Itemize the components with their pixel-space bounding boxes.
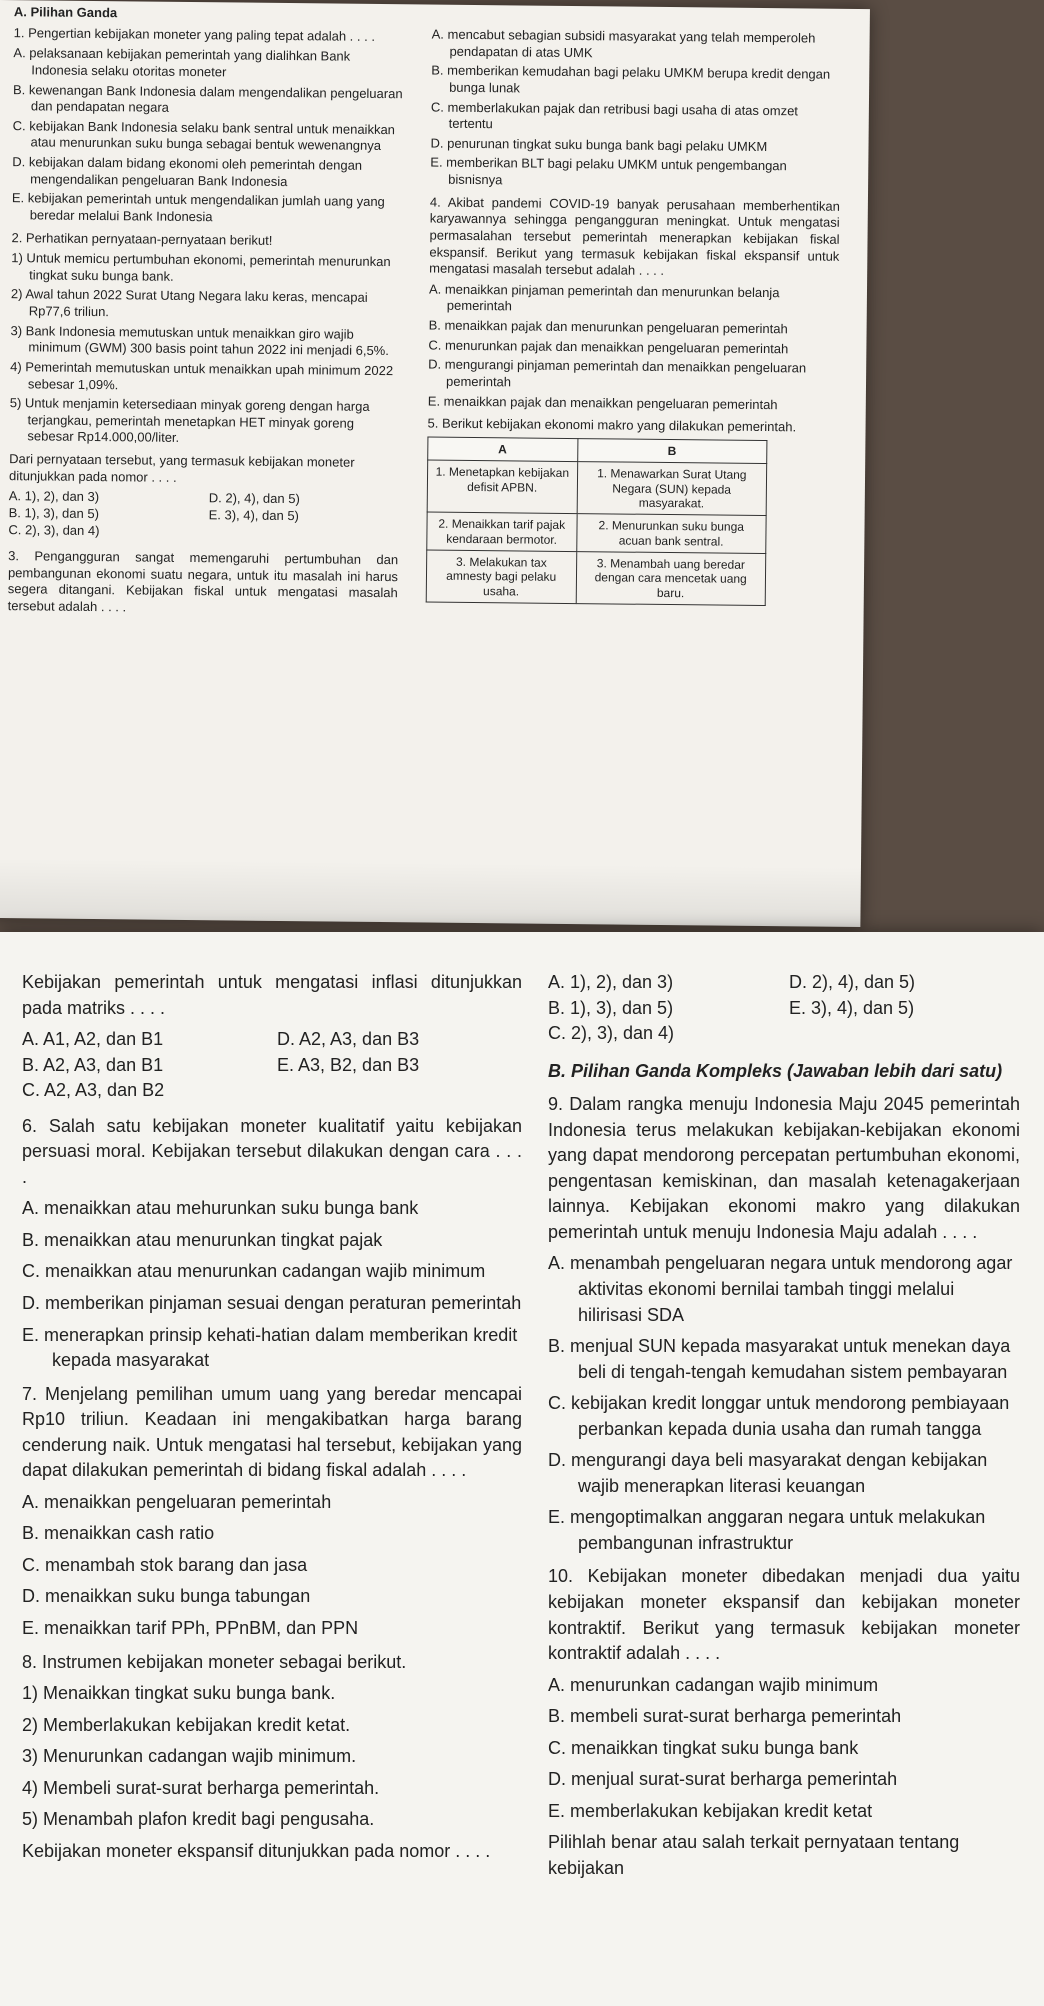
matrix-a3: 3. Melakukan tax amnesty bagi pelaku usaha. [426, 550, 576, 604]
q9-option-a: A. menambah pengeluaran negara untuk mendorong agar aktivitas ekonomi bernilai tambah tinggi melalui hilirisasi SDA [548, 1253, 1013, 1325]
q9-option-d: D. mengurangi daya beli masyarakat dengan kebijakan wajib menerapkan literasi keuangan [548, 1450, 988, 1496]
q5-option-empty [277, 1078, 522, 1104]
page-shadow [0, 858, 861, 927]
table-row [426, 550, 766, 606]
question-8-stem: 8. Instrumen kebijakan moneter sebagai berikut. [22, 1651, 407, 1672]
q10-option-c: C. menaikkan tingkat suku bunga bank [548, 1737, 859, 1758]
q8-option-b: B. 1), 3), dan 5) [548, 997, 674, 1018]
q8-option-d: D. 2), 4), dan 5) [789, 972, 916, 992]
q8-statement-4: 4) Membeli surat-surat berharga pemerintah. [22, 1777, 380, 1798]
q1-option-e: E. kebijakan pemerintah untuk mengendalikan jumlah uang yang beredar melalui Bank Indonesia [11, 190, 385, 225]
question-2-stem: 2. Perhatikan pernyataan-pernyataan berikut! [11, 229, 273, 248]
question-5-stem: 5. Berikut kebijakan ekonomi makro yang dilakukan pemerintah. [427, 415, 797, 435]
q1-option-a: A. pelaksanaan kebijakan pemerintah yang dialihkan Bank Indonesia selaku otoritas moneter [13, 45, 351, 80]
matrix-b2: 2. Menurunkan suku bunga acuan bank sentral. [576, 514, 766, 554]
q6-option-e: E. menerapkan prinsip kehati-hatian dalam memberikan kredit kepada masyarakat [22, 1324, 518, 1371]
q8-closing: Kebijakan moneter ekspansif ditunjukkan pada nomor . . . . [22, 1840, 491, 1861]
question-7-stem: 7. Menjelang pemilihan umum uang yang beredar mencapai Rp10 triliun. Keadaan ini mengakibatkan harga barang cenderung naik. Untuk mengatasi hal tersebut, kebijakan yang dapat dilakukan pemerintah di bidang fiskal adalah . . . . [22, 1383, 522, 1481]
question-6-stem: 6. Salah satu kebijakan moneter kualitatif yaitu kebijakan persuasi moral. Kebijakan tersebut dilakukan dengan cara . . . . [22, 1115, 522, 1187]
q1-option-d: D. kebijakan dalam bidang ekonomi oleh pemerintah dengan mengendalikan pengeluaran Bank Indonesia [12, 154, 363, 189]
q7-option-e: E. menaikkan tarif PPh, PPnBM, dan PPN [22, 1618, 359, 1639]
next-instruction: Pilihlah benar atau salah terkait pernyataan tentang kebijakan [548, 1832, 960, 1878]
q2-statement-1: 1) Untuk memicu pertumbuhan ekonomi, pemerintah menurunkan tingkat suku bunga bank. [11, 250, 391, 284]
q8-option-c: C. 2), 3), dan 4) [548, 1023, 675, 1044]
question-4-stem: 4. Akibat pandemi COVID-19 banyak perusahaan memberhentikan karyawannya sehingga pengangguran meningkat. Untuk mengatasi permasalahan tersebut pemerintah menerapkan kebijakan fiskal ekspansif. Berikut yang termasuk kebijakan fiskal ekspansif untuk mengatasi masalah tersebut adalah . . . . [429, 194, 840, 279]
matrix-b3: 3. Menambah uang beredar dengan cara mencetak uang baru. [576, 552, 766, 606]
q8-options [548, 970, 1020, 1047]
q6-option-c: C. menaikkan atau menurunkan cadangan wajib minimum [22, 1261, 486, 1282]
q4-option-b: B. menaikkan pajak dan menurunkan pengeluaran pemerintah [428, 317, 788, 337]
q9-option-e: E. mengoptimalkan anggaran negara untuk melakukan pembangunan infrastruktur [548, 1507, 986, 1553]
q2-option-d: D. 2), 4), dan 5) [208, 490, 300, 507]
q2-statement-2: 2) Awal tahun 2022 Surat Utang Negara laku keras, mencapai Rp77,6 triliun. [10, 286, 368, 320]
q8-statement-2: 2) Memberlakukan kebijakan kredit ketat. [22, 1714, 351, 1735]
q5-option-d: D. A2, A3, dan B3 [277, 1029, 420, 1050]
q8-option-a: A. 1), 2), dan 3) [548, 972, 674, 992]
q2-options [8, 488, 399, 542]
q2-statement-5: 5) Untuk menjamin ketersediaan minyak goreng dengan harga terjangkau, pemerintah menetapkan HET minyak goreng sebesar Rp14.000,00/liter. [9, 395, 370, 446]
q5-options [22, 1027, 522, 1104]
q7-option-a: A. menaikkan pengeluaran pemerintah [22, 1491, 332, 1512]
left-column-2 [22, 970, 522, 1870]
matrix-a1: 1. Menetapkan kebijakan defisit APBN. [427, 460, 577, 514]
q3-option-b: B. memberikan kemudahan bagi pelaku UMKM berupa kredit dengan bunga lunak [431, 62, 831, 96]
section-b-title: B. Pilihan Ganda Kompleks (Jawaban lebih dari satu) [548, 1060, 1003, 1081]
q7-option-c: C. menambah stok barang dan jasa [22, 1554, 308, 1575]
q4-option-d: D. mengurangi pinjaman pemerintah dan menaikkan pengeluaran pemerintah [428, 356, 807, 390]
matrix-a2: 2. Menaikkan tarif pajak kendaraan bermotor. [427, 512, 577, 551]
q10-option-d: D. menjual surat-surat berharga pemerintah [548, 1769, 898, 1790]
q5-option-c: C. A2, A3, dan B2 [22, 1080, 165, 1101]
q10-option-b: B. membeli surat-surat berharga pemerintah [548, 1706, 902, 1727]
q8-option-empty [789, 1021, 1020, 1047]
q2-statement-3: 3) Bank Indonesia memutuskan untuk menaikkan giro wajib minimum (GWM) 300 basis point tahun 2022 ini menjadi 6,5%. [10, 322, 389, 359]
q5-question: Kebijakan pemerintah untuk mengatasi inflasi ditunjukkan pada matriks . . . . [22, 972, 522, 1018]
q2-option-empty [208, 524, 398, 543]
q2-option-b: B. 1), 3), dan 5) [8, 504, 100, 521]
q4-option-a: A. menaikkan pinjaman pemerintah dan menurunkan belanja pemerintah [428, 281, 780, 314]
question-10-stem: 10. Kebijakan moneter dibedakan menjadi dua yaitu kebijakan moneter ekspansif dan kebijakan moneter kontraktif. Berikut yang termasuk kebijakan moneter kontraktif adalah . . . . [548, 1566, 1020, 1664]
left-column [8, 4, 404, 623]
q9-option-c: C. kebijakan kredit longgar untuk mendorong pembiayaan perbankan kepada dunia usaha dan rumah tangga [548, 1393, 1010, 1439]
question-9-stem: 9. Dalam rangka menuju Indonesia Maju 2045 pemerintah Indonesia terus melakukan kebijakan-kebijakan ekonomi yang dapat mendorong percepatan pertumbuhan ekonomi, pengentasan kemiskinan, dan masalah ketenagakerjaan lainnya. Kebijakan ekonomi makro yang dilakukan pemerintah untuk menuju Indonesia Maju adalah . . . . [548, 1094, 1020, 1242]
q3-option-c: C. memberlakukan pajak dan retribusi bagi usaha di atas omzet tertentu [430, 99, 799, 132]
q8-statement-3: 3) Menurunkan cadangan wajib minimum. [22, 1746, 357, 1767]
matrix-b1: 1. Menawarkan Surat Utang Negara (SUN) kepada masyarakat. [577, 462, 767, 516]
q3-option-d: D. penurunan tingkat suku bunga bank bagi pelaku UMKM [430, 135, 768, 154]
worksheet-page-top [0, 0, 870, 927]
q3-option-e: E. memberikan BLT bagi pelaku UMKM untuk pengembangan bisnisnya [430, 154, 787, 188]
q7-option-d: D. menaikkan suku bunga tabungan [22, 1586, 311, 1607]
matrix-header-b: B [577, 438, 767, 463]
q8-option-e: E. 3), 4), dan 5) [789, 997, 915, 1018]
matrix-header-a: A [428, 437, 578, 462]
q6-option-b: B. menaikkan atau menurunkan tingkat pajak [22, 1229, 383, 1250]
q8-statement-1: 1) Menaikkan tingkat suku bunga bank. [22, 1683, 336, 1704]
q6-option-a: A. menaikkan atau mehurunkan suku bunga bank [22, 1198, 419, 1219]
table-row [427, 512, 766, 553]
q1-option-c: C. kebijakan Bank Indonesia selaku bank sentral untuk menaikkan atau menurunkan suku bunga sebagai bentuk wewenangnya [12, 117, 396, 154]
q4-option-e: E. menaikkan pajak dan menaikkan pengeluaran pemerintah [427, 393, 778, 412]
q5-option-e: E. A3, B2, dan B3 [277, 1054, 420, 1075]
q2-closing: Dari pernyataan tersebut, yang termasuk kebijakan moneter ditunjukkan pada nomor . . . . [8, 451, 355, 485]
q10-option-e: E. memberlakukan kebijakan kredit ketat [548, 1800, 873, 1821]
table-row [427, 460, 767, 516]
right-column [426, 27, 842, 608]
q1-option-b: B. kewenangan Bank Indonesia dalam mengendalikan pengeluaran dan pendapatan negara [12, 81, 403, 115]
q7-option-b: B. menaikkan cash ratio [22, 1523, 215, 1544]
q4-option-c: C. menurunkan pajak dan menaikkan pengeluaran pemerintah [428, 337, 789, 356]
policy-matrix-table [426, 436, 768, 606]
q2-option-c: C. 2), 3), dan 4) [8, 521, 100, 538]
q6-option-d: D. memberikan pinjaman sesuai dengan peraturan pemerintah [22, 1293, 522, 1314]
q5-option-a: A. A1, A2, dan B1 [22, 1029, 164, 1050]
question-1-stem: 1. Pengertian kebijakan moneter yang paling tepat adalah . . . . [13, 24, 376, 44]
q3-option-a: A. mencabut sebagian subsidi masyarakat yang telah memperoleh pendapatan di atas UMK [431, 26, 816, 60]
q8-statement-5: 5) Menambah plafon kredit bagi pengusaha. [22, 1809, 375, 1830]
worksheet-page-bottom [0, 932, 1044, 2006]
q10-option-a: A. menurunkan cadangan wajib minimum [548, 1674, 879, 1695]
q2-statement-4: 4) Pemerintah memutuskan untuk menaikkan upah minimum 2022 sebesar 1,09%. [10, 359, 394, 392]
q2-option-e: E. 3), 4), dan 5) [208, 507, 300, 524]
question-3-stem: 3. Pengangguran sangat memengaruhi pertumbuhan dan pembangunan ekonomi suatu negara, untuk itu masalah ini harus segera ditangani. Kebijakan fiskal untuk mengatasi masalah tersebut adalah . . . . [7, 548, 399, 615]
q9-option-b: B. menjual SUN kepada masyarakat untuk menekan daya beli di tengah-tengah kemudahan sistem pembayaran [548, 1336, 1011, 1382]
right-column-2 [548, 970, 1020, 1888]
q2-option-a: A. 1), 2), dan 3) [8, 488, 100, 505]
q5-option-b: B. A2, A3, dan B1 [22, 1054, 164, 1075]
section-title: A. Pilihan Ganda [13, 4, 118, 21]
